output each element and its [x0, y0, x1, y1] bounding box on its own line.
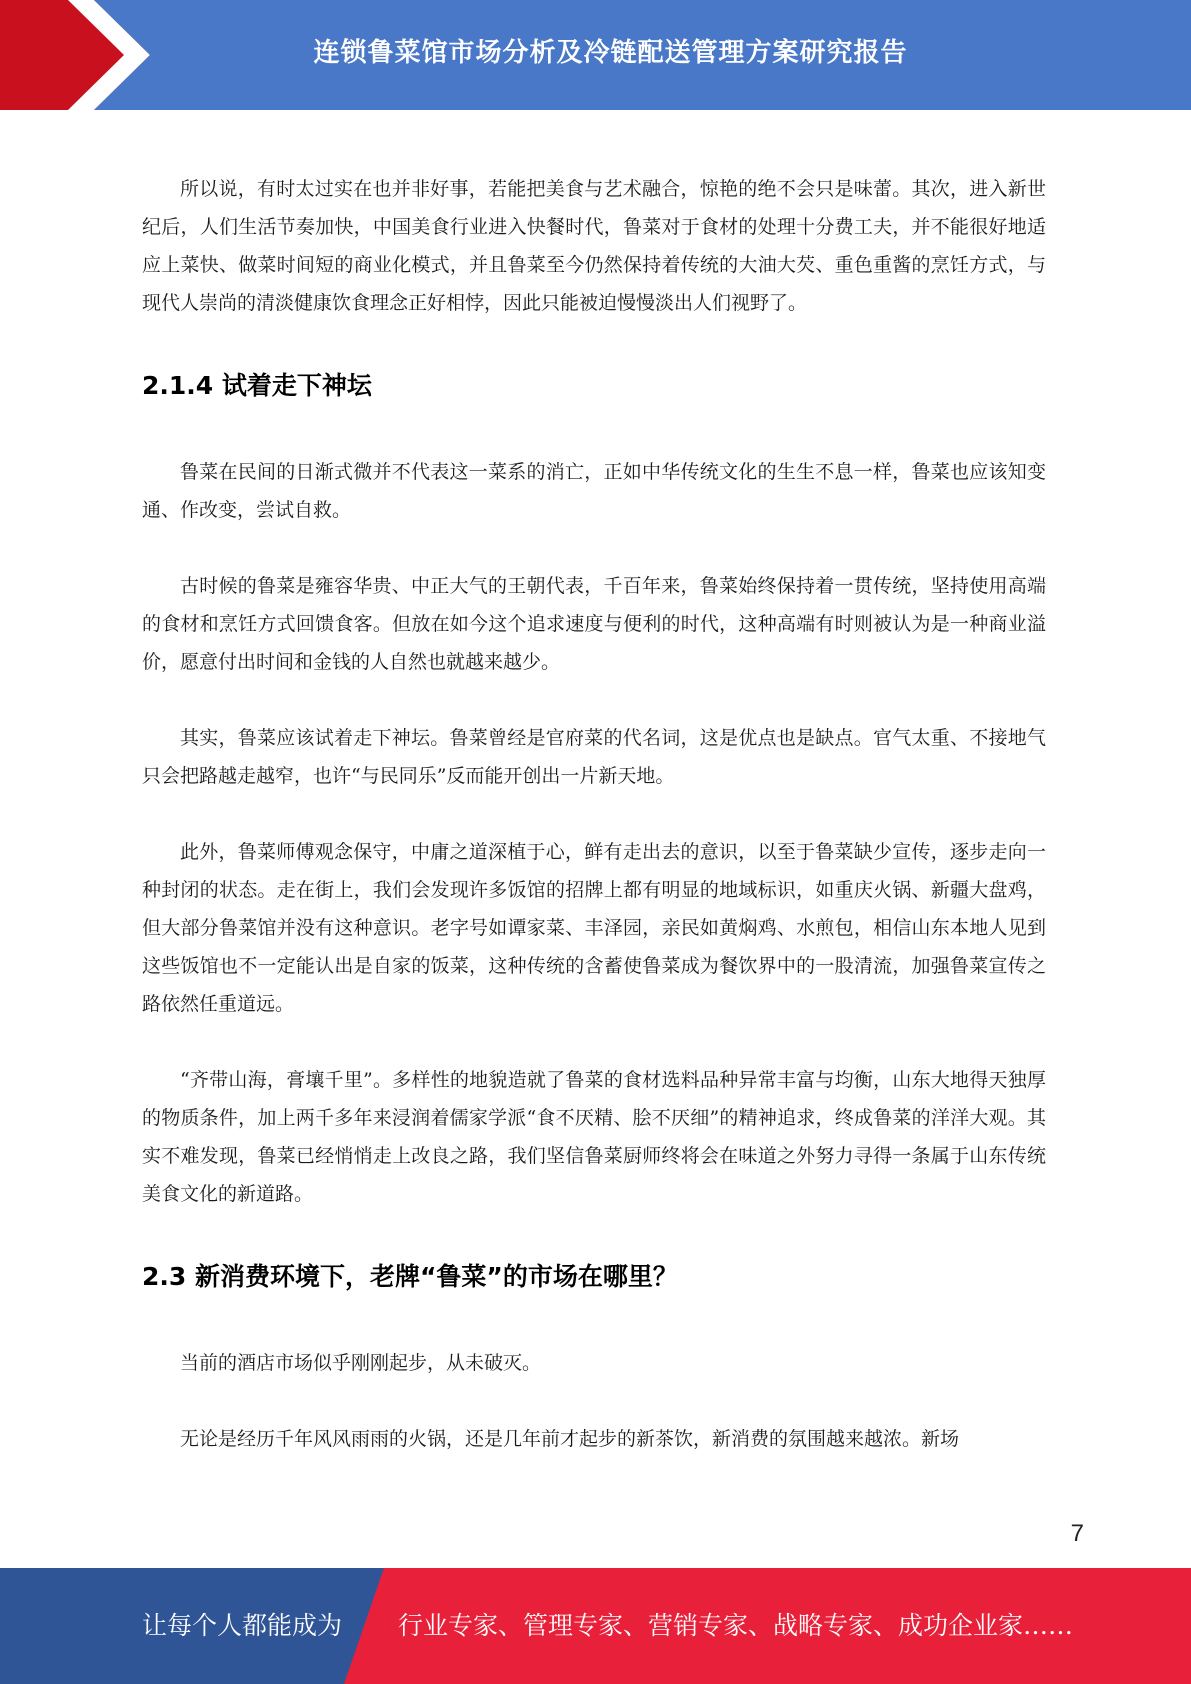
section-heading-2-3: 2.3 新消费环境下，老牌“鲁菜”的市场在哪里？	[142, 1262, 678, 1291]
footer-slogan-right: 行业专家、管理专家、营销专家、战略专家、成功企业家……	[398, 1611, 1074, 1640]
report-title: 连锁鲁菜馆市场分析及冷链配送管理方案研究报告	[313, 37, 908, 68]
section-heading-2-1-4: 2.1.4 试着走下神坛	[142, 371, 372, 400]
footer-bar	[0, 1568, 1191, 1684]
chevron-arrow-icon	[0, 0, 160, 110]
page-number: 7	[1070, 1520, 1084, 1547]
header-bar	[0, 0, 1191, 110]
paragraph: 鲁菜在民间的日渐式微并不代表这一菜系的消亡，正如中华传统文化的生生不息一样，鲁菜也应该知变通、作改变，尝试自救。	[142, 461, 1046, 521]
paragraph: 古时候的鲁菜是雍容华贵、中正大气的王朝代表，千百年来，鲁菜始终保持着一贯传统，坚持使用高端的食材和烹饪方式回馈食客。但放在如今这个追求速度与便利的时代，这种高端有时则被认为是一种商业溢价，愿意付出时间和金钱的人自然也就越来越少。	[142, 575, 1046, 673]
footer-slogan-left: 让每个人都能成为	[142, 1611, 343, 1640]
paragraph: 所以说，有时太过实在也并非好事，若能把美食与艺术融合，惊艳的绝不会只是味蕾。其次，进入新世纪后，人们生活节奏加快，中国美食行业进入快餐时代，鲁菜对于食材的处理十分费工夫，并不能很好地适应上菜快、做菜时间短的商业化模式，并且鲁菜至今仍然保持着传统的大油大芡、重色重酱的烹饪方式，与现代人崇尚的清淡健康饮食理念正好相悖，因此只能被迫慢慢淡出人们视野了。	[142, 178, 1046, 314]
paragraph: 当前的酒店市场似乎刚刚起步，从未破灭。	[180, 1352, 542, 1374]
paragraph: “齐带山海，膏壤千里”。多样性的地貌造就了鲁菜的食材选料品种异常丰富与均衡，山东大地得天独厚的物质条件，加上两千多年来浸润着儒家学派“食不厌精、脍不厌细”的精神追求，终成鲁菜的洋洋大观。其实不难发现，鲁菜已经悄悄走上改良之路，我们坚信鲁菜厨师终将会在味道之外努力寻得一条属于山东传统美食文化的新道路。	[142, 1069, 1046, 1205]
page-content	[142, 170, 1046, 1458]
paragraph: 无论是经历千年风风雨雨的火锅，还是几年前才起步的新茶饮，新消费的氛围越来越浓。新场	[180, 1428, 960, 1450]
paragraph: 此外，鲁菜师傅观念保守，中庸之道深植于心，鲜有走出去的意识，以至于鲁菜缺少宣传，逐步走向一种封闭的状态。走在街上，我们会发现许多饭馆的招牌上都有明显的地域标识，如重庆火锅、新疆大盘鸡，但大部分鲁菜馆并没有这种意识。老字号如谭家菜、丰泽园，亲民如黄焖鸡、水煎包，相信山东本地人见到这些饭馆也不一定能认出是自家的饭菜，这种传统的含蓄使鲁菜成为餐饮界中的一股清流，加强鲁菜宣传之路依然任重道远。	[142, 841, 1046, 1015]
paragraph: 其实，鲁菜应该试着走下神坛。鲁菜曾经是官府菜的代名词，这是优点也是缺点。官气太重、不接地气只会把路越走越窄，也许“与民同乐”反而能开创出一片新天地。	[142, 727, 1046, 787]
